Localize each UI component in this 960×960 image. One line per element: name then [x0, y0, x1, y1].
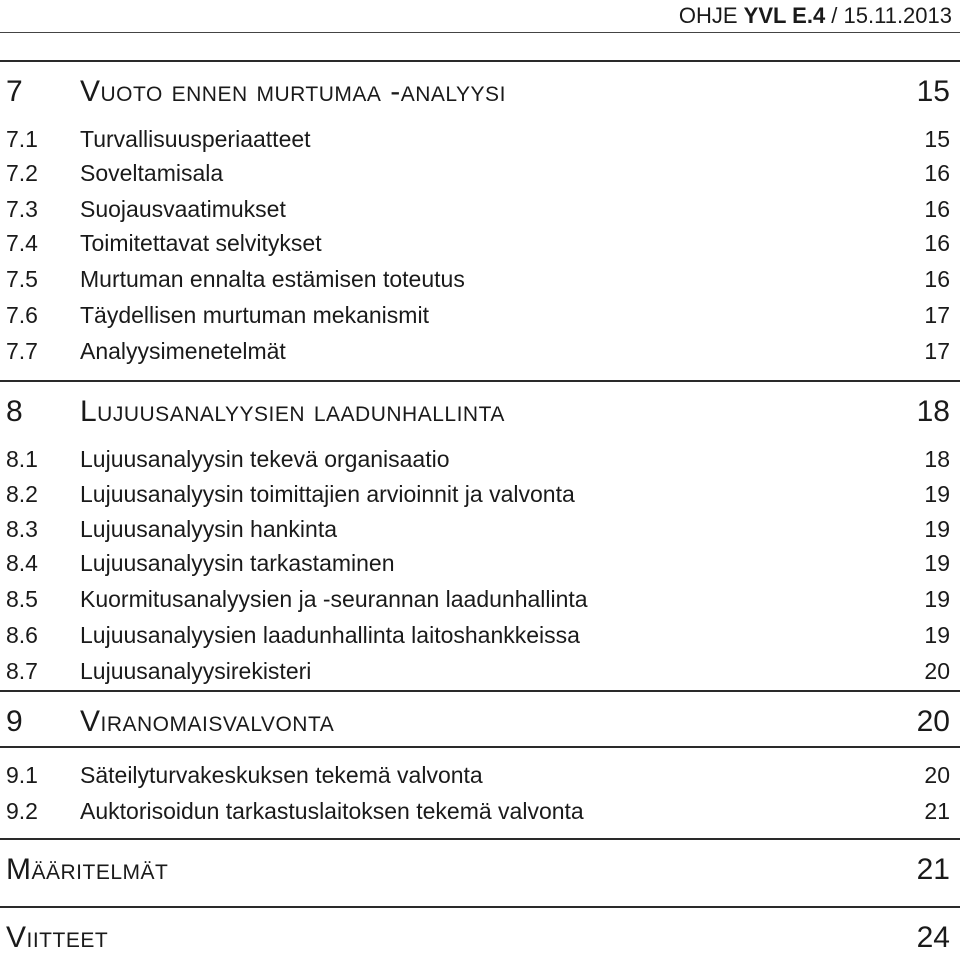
toc-subsection-entry[interactable]	[0, 442, 950, 476]
toc-subsection-entry[interactable]	[0, 262, 950, 296]
toc-entry-title: Säteilyturvakeskuksen tekemä valvonta	[80, 762, 483, 788]
toc-entry-page: 20	[916, 705, 950, 738]
toc-subsection-entry[interactable]	[0, 334, 950, 368]
toc-entry-title: Soveltamisala	[80, 160, 224, 186]
toc-entry-number: 7.7	[6, 338, 38, 364]
toc-entry-number: 8.1	[6, 446, 38, 472]
toc-section-entry[interactable]	[0, 392, 950, 432]
toc-entry-title: Lujuusanalyysien laadunhallinta	[80, 395, 505, 428]
toc-entry-number: 8.5	[6, 586, 38, 612]
toc-entry-page: 19	[924, 586, 950, 612]
toc-entry-page: 20	[924, 762, 950, 788]
toc-entry-page: 15	[916, 75, 950, 108]
toc-entry-page: 15	[924, 126, 950, 152]
toc-entry-page: 19	[924, 550, 950, 576]
toc-entry-page: 19	[924, 481, 950, 507]
toc-entry-number: 8.7	[6, 658, 38, 684]
toc-section-entry[interactable]	[0, 850, 950, 890]
toc-entry-number: 7.1	[6, 126, 38, 152]
toc-entry-number: 7.6	[6, 302, 38, 328]
toc-entry-title: Lujuusanalyysin toimittajien arvioinnit ja valvonta	[80, 481, 575, 507]
toc-entry-title: Lujuusanalyysin hankinta	[80, 516, 338, 542]
header-divider	[0, 32, 960, 33]
toc-entry-number: 7.4	[6, 230, 38, 256]
section-rule	[0, 380, 960, 382]
section-rule	[0, 690, 960, 692]
toc-entry-number: 8.6	[6, 622, 38, 648]
toc-subsection-entry[interactable]	[0, 654, 950, 688]
toc-subsection-entry[interactable]	[0, 758, 950, 792]
toc-entry-title: Kuormitusanalyysien ja -seurannan laadunhallinta	[80, 586, 588, 612]
toc-subsection-entry[interactable]	[0, 156, 950, 190]
toc-subsection-entry[interactable]	[0, 546, 950, 580]
toc-entry-number: 7	[6, 75, 23, 108]
toc-entry-title: Turvallisuusperiaatteet	[80, 126, 311, 152]
toc-entry-title: Murtuman ennalta estämisen toteutus	[80, 266, 465, 292]
toc-entry-number: 8	[6, 395, 23, 428]
toc-entry-number: 8.4	[6, 550, 38, 576]
section-rule	[0, 906, 960, 908]
toc-entry-title: Auktorisoidun tarkastuslaitoksen tekemä valvonta	[80, 798, 584, 824]
toc-entry-page: 17	[924, 338, 950, 364]
toc-entry-title: Analyysimenetelmät	[80, 338, 286, 364]
toc-entry-title: Viranomaisvalvonta	[80, 705, 335, 738]
toc-entry-number: 8.2	[6, 481, 38, 507]
toc-entry-page: 17	[924, 302, 950, 328]
toc-entry-page: 16	[924, 196, 950, 222]
header-date: / 15.11.2013	[825, 3, 952, 28]
toc-entry-page: 18	[916, 395, 950, 428]
toc-subsection-entry[interactable]	[0, 618, 950, 652]
toc-subsection-entry[interactable]	[0, 512, 950, 546]
toc-entry-page: 16	[924, 230, 950, 256]
toc-entry-title: Vuoto ennen murtumaa -analyysi	[80, 75, 506, 108]
toc-entry-number: 7.5	[6, 266, 38, 292]
toc-entry-title: Määritelmät	[6, 853, 169, 886]
toc-entry-number: 7.2	[6, 160, 38, 186]
toc-subsection-entry[interactable]	[0, 582, 950, 616]
section-rule	[0, 838, 960, 840]
header-prefix: OHJE	[678, 3, 744, 28]
toc-subsection-entry[interactable]	[0, 794, 950, 828]
toc-subsection-entry[interactable]	[0, 192, 950, 226]
toc-entry-number: 9.2	[6, 798, 38, 824]
toc-entry-title: Täydellisen murtuman mekanismit	[80, 302, 429, 328]
page-header	[679, 0, 952, 32]
toc-subsection-entry[interactable]	[0, 298, 950, 332]
toc-entry-number: 9.1	[6, 762, 38, 788]
toc-entry-page: 16	[924, 266, 950, 292]
toc-entry-title: Toimitettavat selvitykset	[80, 230, 322, 256]
toc-subsection-entry[interactable]	[0, 122, 950, 156]
toc-entry-page: 16	[924, 160, 950, 186]
toc-subsection-entry[interactable]	[0, 226, 950, 260]
section-rule	[0, 746, 960, 748]
toc-entry-page: 19	[924, 622, 950, 648]
toc-entry-number: 7.3	[6, 196, 38, 222]
toc-entry-title: Lujuusanalyysin tekevä organisaatio	[80, 446, 450, 472]
toc-subsection-entry[interactable]	[0, 477, 950, 511]
toc-section-entry[interactable]	[0, 918, 950, 958]
toc-entry-title: Lujuusanalyysin tarkastaminen	[80, 550, 395, 576]
toc-entry-title: Viitteet	[6, 921, 109, 954]
toc-section-entry[interactable]	[0, 702, 950, 742]
toc-entry-page: 21	[916, 853, 950, 886]
toc-entry-title: Lujuusanalyysien laadunhallinta laitoshankkeissa	[80, 622, 580, 648]
toc-entry-title: Lujuusanalyysirekisteri	[80, 658, 312, 684]
toc-entry-page: 18	[924, 446, 950, 472]
toc-entry-page: 20	[924, 658, 950, 684]
toc-entry-number: 8.3	[6, 516, 38, 542]
section-rule	[0, 60, 960, 62]
toc-entry-page: 24	[916, 921, 950, 954]
toc-entry-page: 21	[924, 798, 950, 824]
toc-entry-title: Suojausvaatimukset	[80, 196, 286, 222]
header-guide-id: YVL E.4	[743, 3, 826, 28]
toc-entry-page: 19	[924, 516, 950, 542]
toc-entry-number: 9	[6, 705, 23, 738]
toc-section-entry[interactable]	[0, 72, 950, 112]
